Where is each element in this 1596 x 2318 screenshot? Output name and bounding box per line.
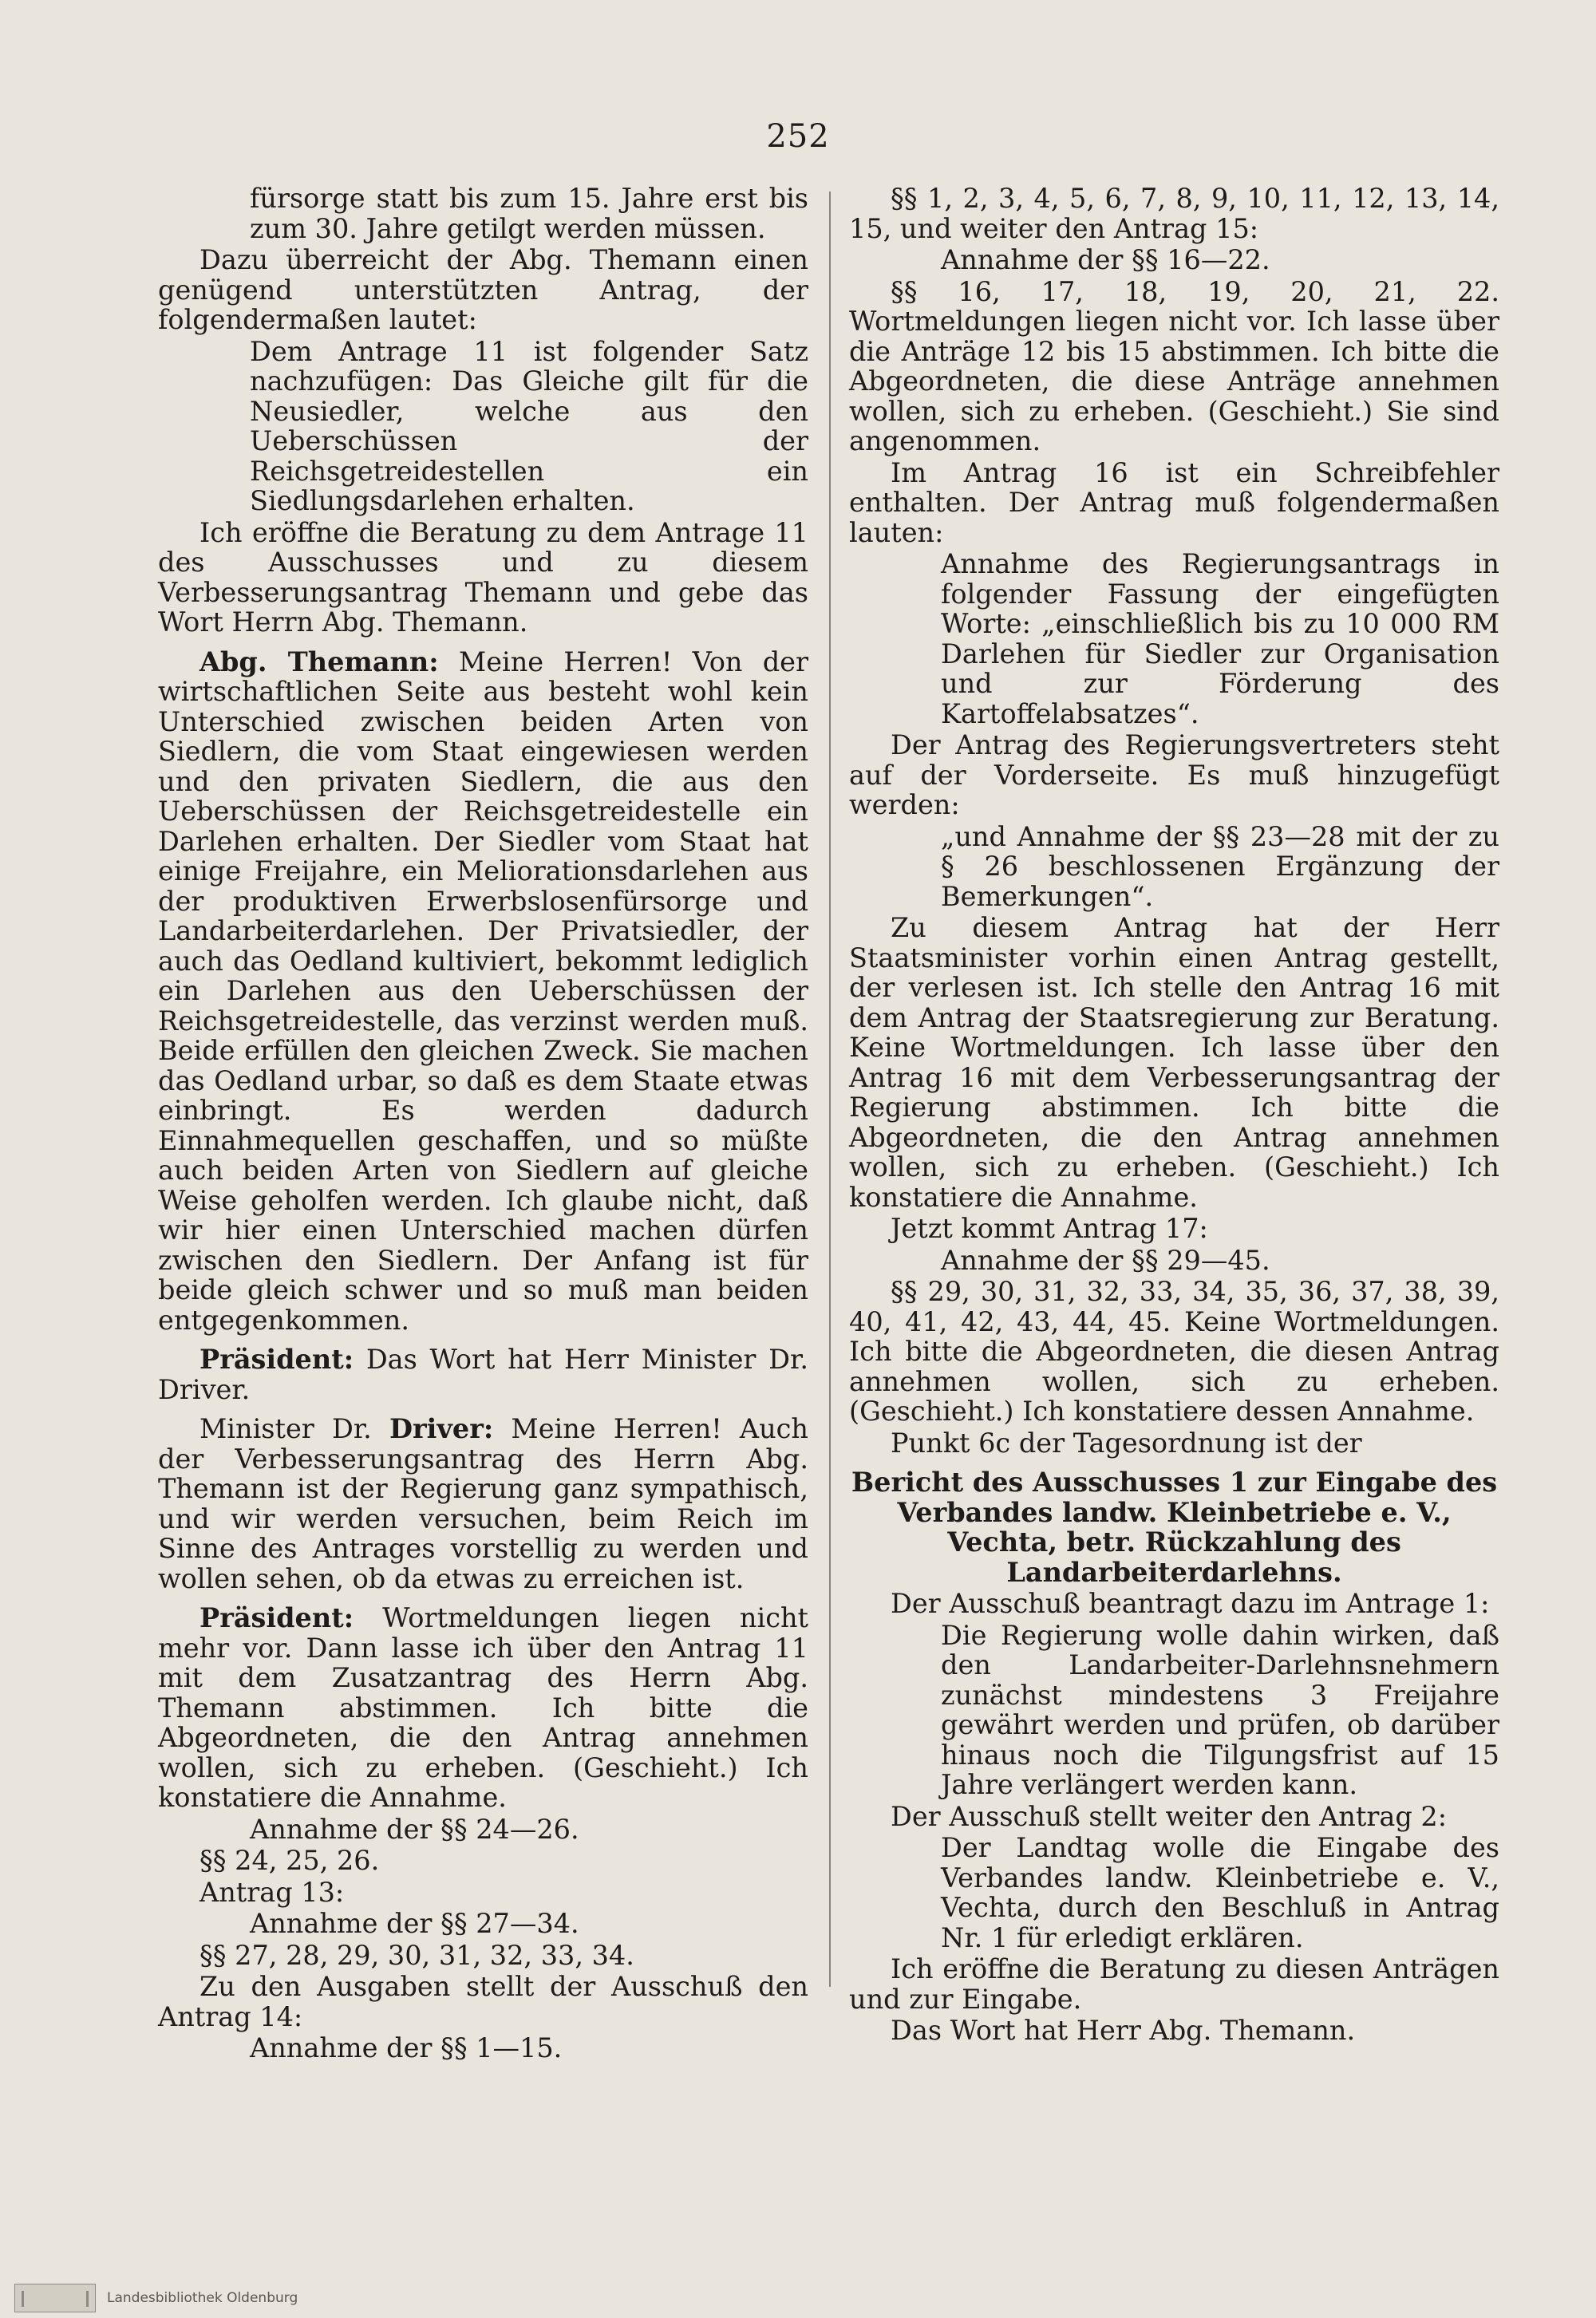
motion-line: Annahme der §§ 16—22. bbox=[941, 244, 1270, 275]
speech-text: Meine Herren! Von der wirtschaftlichen Seite aus besteht wohl kein Unterschied zwischen beiden Arten von Siedlern, die vom Staat eingewiesen werden und den privaten Siedlern, die aus den Ueberschüssen der Reichsgetreidestelle ein Darlehen erhalten. Der Siedler vom Staat hat einige Freijahre, ein Meliorationsdarlehen aus der produktiven Erwerbslosenfürsorge und Landarbeiterdarlehen. Der Privatsiedler, der auch das Oedland kultiviert, bekommt lediglich ein Darlehen aus den Ueberschüssen der Reichsgetreidestelle, das verzinst werden muß. Beide erfüllen den gleichen Zweck. Sie machen das Oedland urbar, so daß es dem Staate etwas einbringt. Es werden dadurch Einnahmequellen geschaffen, und so müßte auch beiden Arten von Siedlern auf gleiche Weise geholfen werden. Ich glaube nicht, daß wir hier einen Unterschied machen dürfen zwischen den Siedlern. Der Anfang ist für beide gleich schwer und so muß man beiden entgegenkommen. bbox=[158, 646, 809, 1336]
motion-heading: Jetzt kommt Antrag 17: bbox=[891, 1213, 1208, 1244]
motion-line: Annahme der §§ 29—45. bbox=[941, 1244, 1270, 1276]
paragraph: §§ 29, 30, 31, 32, 33, 34, 35, 36, 37, 38, 39, 40, 41, 42, 43, 44, 45. Keine Wortmeldungen. Ich bitte die Abgeordneten, die diesen Antrag annehmen wollen, sich zu erheben. (Geschieht.) Ich konstatiere dessen Annahme. bbox=[849, 1276, 1499, 1427]
paragraph: §§ 16, 17, 18, 19, 20, 21, 22. Wortmeldungen liegen nicht vor. Ich lasse über die Anträge 12 bis 15 abstimmen. Ich bitte die Abgeordneten, die diese Anträge annehmen wollen, sich zu erheben. (Geschieht.) Sie sind angenommen. bbox=[849, 275, 1499, 456]
paragraph: Im Antrag 16 ist ein Schreibfehler enthalten. Der Antrag muß folgendermaßen lauten: bbox=[849, 456, 1499, 548]
right-column bbox=[849, 184, 1499, 2048]
paragraph: Dazu überreicht der Abg. Themann einen genügend unterstützten Antrag, der folgendermaßen lautet: bbox=[158, 244, 808, 335]
column-divider bbox=[829, 192, 831, 1987]
paragraph: Punkt 6c der Tagesordnung ist der bbox=[891, 1427, 1362, 1459]
footer bbox=[14, 2282, 298, 2314]
speech-text: Wortmeldungen liegen nicht mehr vor. Dann lasse ich über den Antrag 11 mit dem Zusatzantrag des Herrn Abg. Themann abstimmen. Ich bitte die Abgeordneten, die den Antrag annehmen wollen, sich zu erheben. (Geschieht.) Ich konstatiere die Annahme. bbox=[158, 1602, 808, 1813]
motion-line: Annahme der §§ 27—34. bbox=[250, 1908, 579, 1939]
speaker-label: Präsident: bbox=[200, 1344, 354, 1375]
paragraph: Der Ausschuß beantragt dazu im Antrage 1: bbox=[891, 1588, 1490, 1619]
paragraph: Zu diesem Antrag hat der Herr Staatsminister vorhin einen Antrag gestellt, der verlesen ist. Ich stelle den Antrag 16 mit dem Antrag der Staatsregierung zur Beratung. Keine Wortmeldungen. Ich lasse über den Antrag 16 mit dem Verbesserungsantrag der Regierung abstimmen. Ich bitte die Abgeordneten, die den Antrag annehmen wollen, sich zu erheben. (Geschieht.) Ich konstatiere die Annahme. bbox=[849, 912, 1499, 1213]
speech-themann bbox=[158, 647, 808, 1336]
speech-praesident bbox=[158, 1603, 808, 1813]
paragraph: Das Wort hat Herr Abg. Themann. bbox=[891, 2015, 1356, 2046]
paragraph: Zu den Ausgaben stellt der Ausschuß den Antrag 14: bbox=[158, 1971, 808, 2032]
speaker-label: Abg. Themann: bbox=[200, 646, 439, 677]
left-column bbox=[158, 184, 808, 2065]
motion-line: Annahme der §§ 24—26. bbox=[250, 1813, 579, 1845]
paragraph: Der Ausschuß stellt weiter den Antrag 2: bbox=[891, 1800, 1448, 1832]
report-title: Bericht des Ausschusses 1 zur Eingabe des Verbandes landw. Kleinbetriebe e. V., Vechta, betr. Rückzahlung des Landarbeiterdarlehns. bbox=[851, 1467, 1498, 1588]
quoted-amendment: „und Annahme der §§ 23—28 mit der zu § 26 beschlossenen Ergänzung der Bemerkungen“. bbox=[941, 820, 1499, 912]
quoted-motion: Der Landtag wolle die Eingabe des Verbandes landw. Kleinbetriebe e. V., Vechta, durch den Beschluß in Antrag Nr. 1 für erledigt erklären. bbox=[941, 1832, 1499, 1953]
section-list: §§ 27, 28, 29, 30, 31, 32, 33, 34. bbox=[200, 1939, 634, 1971]
quoted-amendment: Annahme des Regierungsantrags in folgender Fassung der eingefügten Worte: „einschließlich bis zu 10 000 RM Darlehen für Siedler zur Organisation und zur Förderung des Kartoffelabsatzes“. bbox=[941, 548, 1499, 729]
speech-text: Das Wort hat Herr Minister Dr. Driver. bbox=[158, 1344, 808, 1405]
speaker-label: Präsident: bbox=[200, 1602, 354, 1633]
quoted-motion: Die Regierung wolle dahin wirken, daß den Landarbeiter-Darlehnsnehmern zunächst mindestens 3 Freijahre gewährt werden und prüfen, ob darüber hinaus noch die Tilgungsfrist auf 15 Jahre verlängert werden kann. bbox=[941, 1619, 1499, 1800]
library-logo-icon bbox=[14, 2284, 96, 2312]
speech-text: Meine Herren! Auch der Verbesserungsantrag des Herrn Abg. Themann ist der Regierung ganz sympathisch, und wir werden versuchen, beim Reich im Sinne des Antrages vorstellig zu werden und wollen sehen, ob da etwas zu erreichen ist. bbox=[158, 1413, 808, 1594]
section-list: §§ 24, 25, 26. bbox=[200, 1845, 380, 1876]
motion-line: Annahme der §§ 1—15. bbox=[250, 2032, 563, 2063]
paragraph: Der Antrag des Regierungsvertreters steht auf der Vorderseite. Es muß hinzugefügt werden: bbox=[849, 729, 1499, 820]
library-name: Landesbibliothek Oldenburg bbox=[107, 2290, 298, 2306]
paragraph: Ich eröffne die Beratung zu dem Antrage 11 des Ausschusses und zu diesem Verbesserungsantrag Themann und gebe das Wort Herrn Abg. Themann. bbox=[158, 516, 808, 638]
paragraph: Ich eröffne die Beratung zu diesen Anträgen und zur Eingabe. bbox=[849, 1953, 1499, 2015]
speaker-prefix: Minister Dr. bbox=[200, 1413, 372, 1444]
speech-praesident bbox=[158, 1345, 808, 1404]
section-list: §§ 1, 2, 3, 4, 5, 6, 7, 8, 9, 10, 11, 12, 13, 14, 15, und weiter den Antrag 15: bbox=[849, 183, 1499, 244]
speaker-label: Driver: bbox=[389, 1413, 494, 1444]
paragraph: fürsorge statt bis zum 15. Jahre erst bis zum 30. Jahre getilgt werden müssen. bbox=[250, 183, 808, 244]
page-number: 252 bbox=[766, 118, 830, 155]
motion-heading: Antrag 13: bbox=[200, 1876, 345, 1908]
quoted-amendment: Dem Antrage 11 ist folgender Satz nachzufügen: Das Gleiche gilt für die Neusiedler, welche aus den Ueberschüssen der Reichsgetreidestellen ein Siedlungsdarlehen erhalten. bbox=[250, 335, 808, 516]
speech-minister bbox=[158, 1414, 808, 1593]
